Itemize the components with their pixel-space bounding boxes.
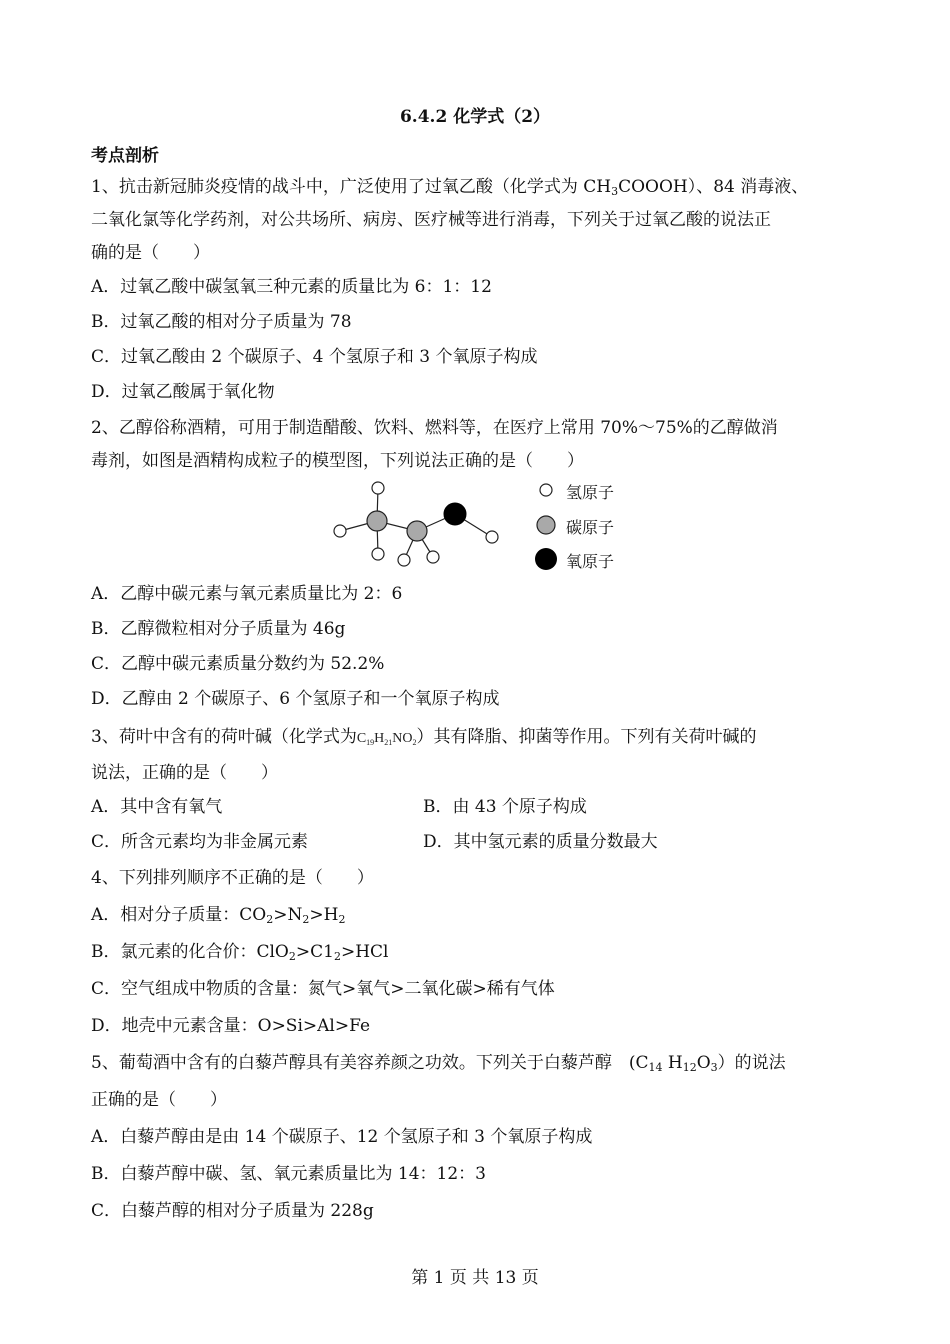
- q4-option-c: C．空气组成中物质的含量：氮气>氧气>二氧化碳>稀有气体: [91, 979, 555, 999]
- oxygen-atom: [444, 503, 466, 525]
- section-heading: 考点剖析: [91, 146, 159, 166]
- q3-option-d: D．其中氢元素的质量分数最大: [423, 832, 658, 852]
- legend-oxygen-label: 氧原子: [566, 552, 615, 571]
- page-title: 6.4.2 化学式（2）: [399, 107, 551, 127]
- q1-line-3: 确的是（ ）: [91, 243, 210, 263]
- q1-option-a: A．过氧乙酸中碳氢氧三种元素的质量比为 6：1：12: [91, 277, 492, 297]
- hydrogen-atom: [398, 554, 410, 566]
- legend-hydrogen-label: 氢原子: [566, 483, 615, 502]
- q1-option-b: B．过氧乙酸的相对分子质量为 78: [91, 312, 352, 332]
- hydrogen-atom: [372, 482, 384, 494]
- q5-line-2: 正确的是（ ）: [91, 1090, 227, 1110]
- q3-option-b: B．由 43 个原子构成: [423, 797, 587, 817]
- q4-option-a: A．相对分子质量：$CO_2>N_2>H_2$: [91, 905, 346, 926]
- hydrogen-atom: [427, 551, 439, 563]
- q2-option-d: D．乙醇由 2 个碳原子、6 个氢原子和一个氧原子构成: [91, 689, 500, 709]
- legend-oxygen-icon: [535, 548, 557, 570]
- q3-option-a: A．其中含有氧气: [91, 797, 223, 817]
- q4-line-1: 4、下列排列顺序不正确的是（ ）: [91, 868, 374, 888]
- legend-carbon-icon: [537, 516, 555, 534]
- q1-option-c: C．过氧乙酸由 2 个碳原子、4 个氢原子和 3 个氧原子构成: [91, 347, 538, 367]
- nuciferine-formula: $C_{19}H_{21}NO_2$: [356, 731, 417, 747]
- q2-line-2: 毒剂，如图是酒精构成粒子的模型图，下列说法正确的是（ ）: [91, 451, 584, 471]
- hydrogen-atom: [486, 531, 498, 543]
- q2-option-b: B．乙醇微粒相对分子质量为 46g: [91, 619, 346, 639]
- q3-line-2: 说法，正确的是（ ）: [91, 763, 278, 783]
- q2-option-a: A．乙醇中碳元素与氧元素质量比为 2：6: [91, 584, 403, 604]
- page-footer: 第 1 页 共 13 页: [411, 1268, 539, 1288]
- hydrogen-atom: [334, 525, 346, 537]
- carbon-atom: [367, 511, 387, 531]
- q1-option-d: D．过氧乙酸属于氧化物: [91, 382, 275, 402]
- q3-option-c: C．所含元素均为非金属元素: [91, 832, 309, 852]
- legend-hydrogen-icon: [540, 484, 552, 496]
- legend-carbon-label: 碳原子: [566, 518, 615, 537]
- hydrogen-atom: [372, 548, 384, 560]
- q3-line-1: 3、荷叶中含有的荷叶碱（化学式为$C_{19}H_{21}NO_2$）其有降脂、抑菌等作用。下列有关荷叶碱的: [91, 727, 757, 747]
- q5-line-1: 5、葡萄酒中含有的白藜芦醇具有美容养颜之功效。下列关于白藜芦醇 ($C_{14}$ $H_{12}O_3$）的说法: [91, 1053, 786, 1074]
- q2-line-1: 2、乙醇俗称酒精，可用于制造醋酸、饮料、燃料等，在医疗上常用 70%～75%的乙醇做消: [91, 418, 778, 438]
- q1-line-2: 二氧化氯等化学药剂，对公共场所、病房、医疗械等进行消毒，下列关于过氧乙酸的说法正: [91, 210, 771, 230]
- q2-option-c: C．乙醇中碳元素质量分数约为 52.2%: [91, 654, 385, 674]
- q5-option-c: C．白藜芦醇的相对分子质量为 228g: [91, 1201, 374, 1221]
- carbon-atom: [407, 521, 427, 541]
- q4-option-d: D．地壳中元素含量：O>Si>Al>Fe: [91, 1016, 371, 1036]
- q5-option-a: A．白藜芦醇由是由 14 个碳原子、12 个氢原子和 3 个氧原子构成: [91, 1127, 593, 1147]
- q4-option-b: B．氯元素的化合价：$ClO_2>C1_2>HCl$: [91, 942, 389, 963]
- q5-option-b: B．白藜芦醇中碳、氢、氧元素质量比为 14：12：3: [91, 1164, 486, 1184]
- q1-line-1: 1、抗击新冠肺炎疫情的战斗中，广泛使用了过氧乙酸（化学式为 $CH_3COOOH$）、84 消毒液、: [91, 177, 809, 198]
